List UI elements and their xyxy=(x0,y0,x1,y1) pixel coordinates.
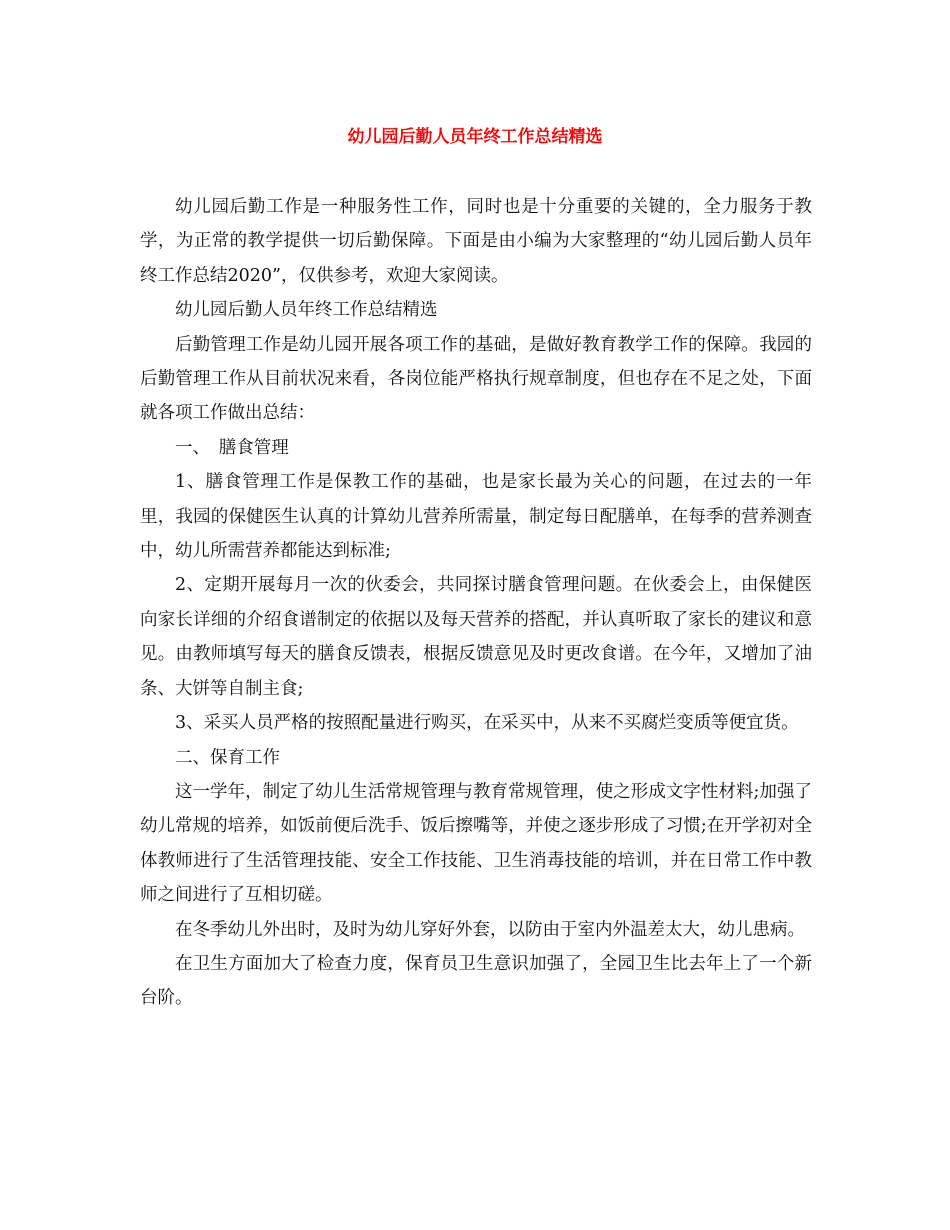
paragraph-overview: 后勤管理工作是幼儿园开展各项工作的基础，是做好教育教学工作的保障。我园的后勤管理工作从目前状况来看，各岗位能严格执行规章制度，但也存在不足之处，下面就各项工作做出总结： xyxy=(140,334,812,424)
paragraph-meals-3: 3、采买人员严格的按照配量进行购买，在采买中，从来不买腐烂变质等便宜货。 xyxy=(175,713,799,734)
document-body xyxy=(140,190,812,1016)
paragraph-care-1: 这一学年，制定了幼儿生活常规管理与教育常规管理，使之形成文字性材料;加强了幼儿常规的培养，如饭前便后洗手、饭后擦嘴等，并使之逐步形成了习惯;在开学初对全体教师进行了生活管理技能、安全工作技能、卫生消毒技能的培训，并在日常工作中教师之间进行了互相切磋。 xyxy=(140,781,812,906)
paragraph-meals-2: 2、定期开展每月一次的伙委会，共同探讨膳食管理问题。在伙委会上，由保健医向家长详细的介绍食谱制定的依据以及每天营养的搭配，并认真听取了家长的建议和意见。由教师填写每天的膳食反馈表，根据反馈意见及时更改食谱。在今年，又增加了油条、大饼等自制主食; xyxy=(140,575,812,699)
paragraph-care-3: 在卫生方面加大了检查力度，保育员卫生意识加强了，全园卫生比去年上了一个新台阶。 xyxy=(140,953,812,1009)
paragraph-subtitle: 幼儿园后勤人员年终工作总结精选 xyxy=(175,300,438,321)
section-heading-care: 二、保育工作 xyxy=(175,747,280,768)
document-title: 幼儿园后勤人员年终工作总结精选 xyxy=(347,127,603,147)
paragraph-meals-1: 1、膳食管理工作是保教工作的基础，也是家长最为关心的问题，在过去的一年里，我园的保健医生认真的计算幼儿营养所需量，制定每日配膳单，在每季的营养测查中，幼儿所需营养都能达到标准; xyxy=(140,472,812,562)
paragraph-intro: 幼儿园后勤工作是一种服务性工作，同时也是十分重要的关键的，全力服务于教学，为正常的教学提供一切后勤保障。下面是由小编为大家整理的“幼儿园后勤人员年终工作总结2020”，仅供参考，欢迎大家阅读。 xyxy=(140,197,812,286)
section-heading-meals: 一、 膳食管理 xyxy=(175,437,289,458)
paragraph-care-2: 在冬季幼儿外出时，及时为幼儿穿好外套，以防由于室内外温差太大，幼儿患病。 xyxy=(175,919,805,940)
